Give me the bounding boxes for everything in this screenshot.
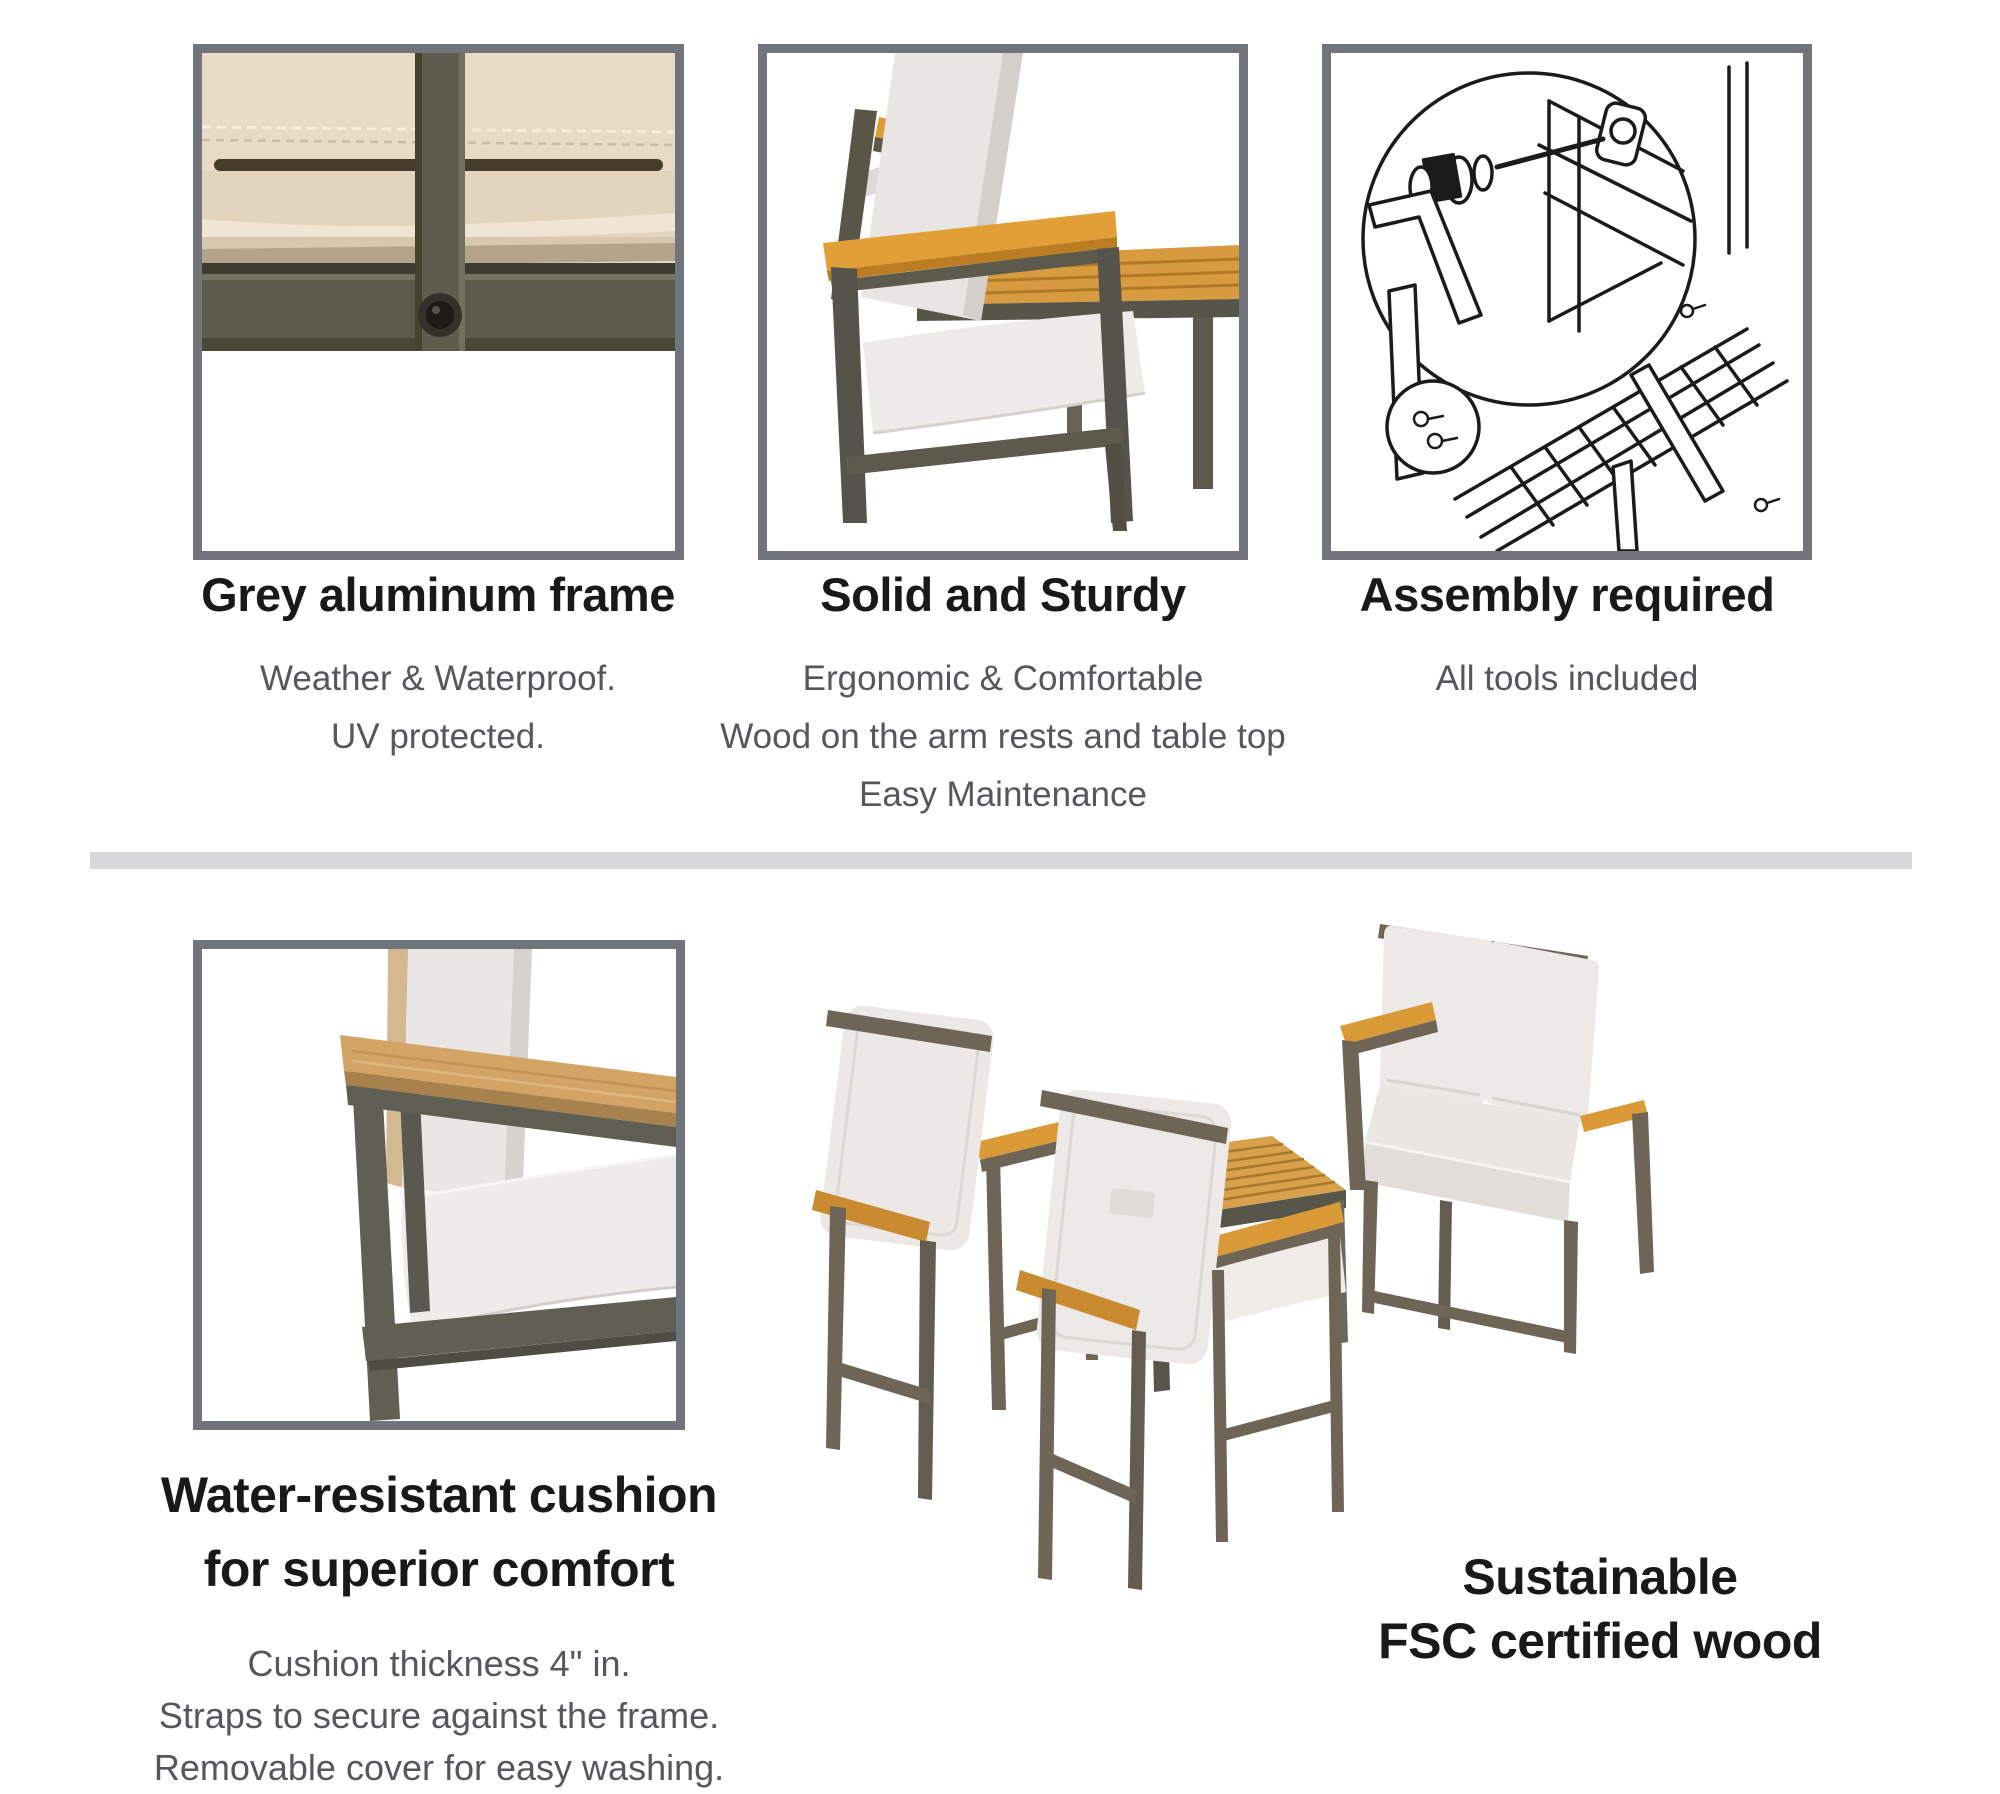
assembly-line-drawing: [1322, 44, 1812, 560]
cushion-feature-title: [79, 1458, 799, 1606]
title-line: FSC certified wood: [1378, 1613, 1822, 1669]
title-line: Sustainable: [1462, 1549, 1738, 1605]
cushion-closeup-photo: [193, 940, 685, 1430]
cushion-subtext-line: Straps to secure against the frame.: [158, 1695, 720, 1736]
feature-subtext-line: UV protected.: [331, 717, 545, 756]
wood-feature-title: [1290, 1545, 1910, 1673]
feature-subtext-line: All tools included: [1435, 659, 1699, 698]
feature-subtext-line: Easy Maintenance: [859, 775, 1147, 814]
chair-table-illustration: [767, 53, 1239, 551]
cushion-subtext-line: Cushion thickness 4" in.: [247, 1643, 631, 1684]
feature-subtext-line: Ergonomic & Comfortable: [802, 659, 1204, 698]
furniture-set-illustration: [780, 890, 1950, 1610]
cushion-feature-caption: [79, 1458, 799, 1794]
wood-feature-caption: [1290, 1545, 1910, 1673]
title-line: Water-resistant cushion: [160, 1467, 718, 1523]
feature-title: Solid and Sturdy: [820, 568, 1186, 621]
cushion-closeup-illustration: [202, 949, 676, 1421]
section-divider: [90, 852, 1912, 869]
chair-and-table-photo: [758, 44, 1248, 560]
feature-subtext-line: Wood on the arm rests and table top: [720, 717, 1286, 756]
frame-closeup-illustration: [202, 53, 675, 551]
feature-caption-frame: [138, 570, 738, 766]
feature-subtext-line: Weather & Waterproof.: [260, 659, 616, 698]
title-line: for superior comfort: [203, 1541, 675, 1597]
feature-title: Grey aluminum frame: [201, 568, 675, 621]
cushion-subtext-line: Removable cover for easy washing.: [153, 1747, 725, 1788]
feature-caption-assembly: [1267, 570, 1867, 708]
feature-title: Assembly required: [1359, 568, 1775, 621]
assembly-diagram-illustration: [1331, 53, 1803, 551]
furniture-set-photo: [780, 890, 1950, 1610]
frame-closeup-photo: [193, 44, 684, 560]
feature-caption-sturdy: [693, 570, 1313, 824]
